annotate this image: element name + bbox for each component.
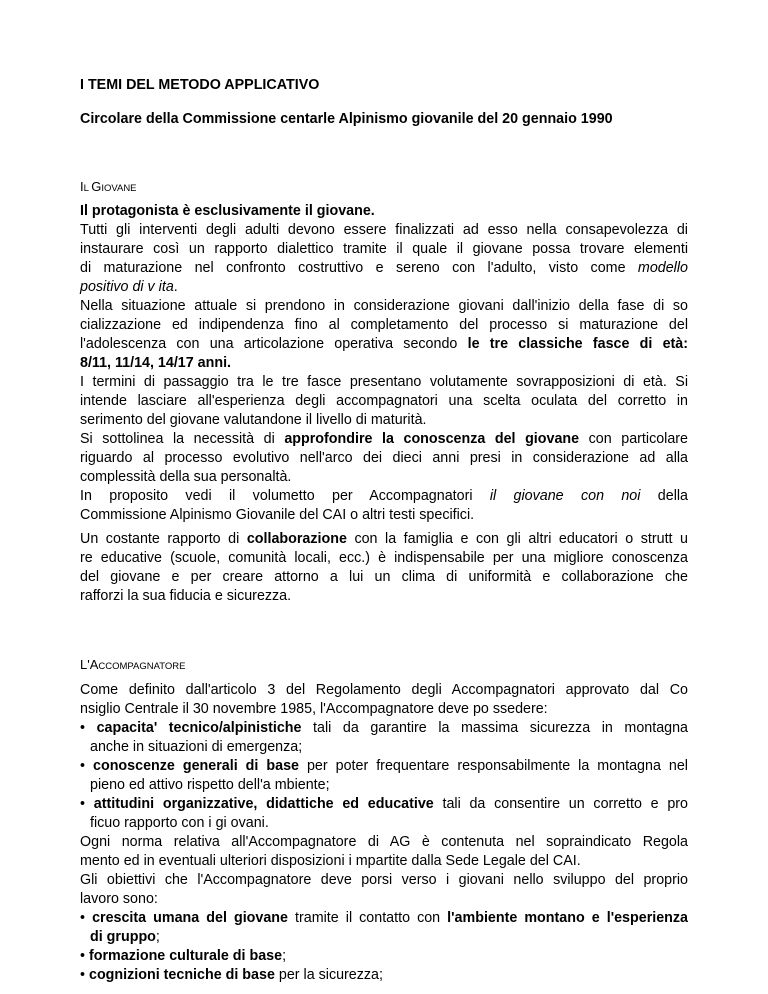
paragraph-line: Si sottolinea la necessità di approfondire la conoscenza del giovane con particolare bbox=[80, 431, 689, 447]
paragraph-line: cializzazione ed indipendenza fino al completamento del processo si maturazione del bbox=[80, 317, 688, 333]
paragraph-line: 8/11, 11/14, 14/17 anni. bbox=[80, 355, 232, 371]
paragraph-line: In proposito vedi il volumetto per Accompagnatori il giovane con noi della bbox=[80, 488, 688, 504]
paragraph-line: Tutti gli interventi degli adulti devono essere finalizzati ad esso nella consapevolezza di bbox=[80, 222, 688, 238]
paragraph-line: di maturazione nel confronto costruttivo e sereno con l'adulto, visto come modello bbox=[80, 260, 688, 276]
paragraph-line: re educative (scuole, comunità locali, ecc.) è indispensabile per una migliore conoscenza bbox=[80, 550, 688, 566]
section-heading-accompagnatore: L'ACCOMPAGNATORE bbox=[80, 657, 186, 672]
paragraph-line: l'adolescenza con una articolazione operativa secondo le tre classiche fasce di età: bbox=[80, 336, 689, 352]
paragraph-line: Ogni norma relativa all'Accompagnatore di AG è contenuta nel sopraindicato Regola bbox=[80, 834, 688, 850]
paragraph-line: riguardo al processo evolutivo nell'arco dei dieci anni presi in considerazione ad alla bbox=[80, 450, 688, 466]
lead-statement: Il protagonista è esclusivamente il giovane. bbox=[80, 203, 375, 219]
list-item-continuation: anche in situazioni di emergenza; bbox=[90, 739, 303, 755]
paragraph-line: del giovane e per creare attorno a lui un clima di uniformità e collaborazione che bbox=[80, 569, 688, 585]
paragraph-line: Nella situazione attuale si prendono in considerazione giovani dall'inizio della fase di so bbox=[80, 298, 688, 314]
paragraph-line: Un costante rapporto di collaborazione con la famiglia e con gli altri educatori o strutt u bbox=[80, 531, 688, 547]
paragraph-line: serimento del giovane valutandone il livello di maturità. bbox=[80, 412, 427, 428]
list-item: • cognizioni tecniche di base per la sicurezza; bbox=[80, 967, 383, 983]
paragraph-line: Gli obiettivi che l'Accompagnatore deve porsi verso i giovani nello sviluppo del proprio bbox=[80, 872, 688, 888]
paragraph-line: instaurare così un rapporto dialettico tramite il quale il giovane possa trovare elementi bbox=[80, 241, 688, 257]
document-subtitle: Circolare della Commissione centarle Alpinismo giovanile del 20 gennaio 1990 bbox=[80, 111, 613, 127]
paragraph-line: Commissione Alpinismo Giovanile del CAI o altri testi specifici. bbox=[80, 507, 475, 523]
document-title: I TEMI DEL METODO APPLICATIVO bbox=[80, 77, 320, 93]
paragraph-line: intende lasciare all'esperienza degli accompagnatori una scelta oculata del corretto in bbox=[80, 393, 688, 409]
paragraph-line: Come definito dall'articolo 3 del Regolamento degli Accompagnatori approvato dal Co bbox=[80, 682, 688, 698]
list-item-continuation: di gruppo; bbox=[90, 929, 160, 945]
paragraph-line: positivo di v ita. bbox=[80, 279, 178, 295]
list-item: • conoscenze generali di base per poter frequentare responsabilmente la montagna nel bbox=[80, 758, 688, 774]
paragraph-line: lavoro sono: bbox=[80, 891, 158, 907]
section-heading-giovane: IL GIOVANE bbox=[80, 179, 137, 194]
list-item-continuation: pieno ed attivo rispetto dell'a mbiente; bbox=[90, 777, 330, 793]
paragraph-line: mento ed in eventuali ulteriori disposizioni i mpartite dalla Sede Legale del CAI. bbox=[80, 853, 581, 869]
list-item: • crescita umana del giovane tramite il contatto con l'ambiente montano e l'esperienza bbox=[80, 910, 689, 926]
paragraph-line: complessità della sua personaltà. bbox=[80, 469, 292, 485]
list-item: • formazione culturale di base; bbox=[80, 948, 287, 964]
paragraph-line: rafforzi la sua fiducia e sicurezza. bbox=[80, 588, 292, 604]
list-item: • attitudini organizzative, didattiche ed educative tali da consentire un corretto e pro bbox=[80, 796, 688, 812]
list-item: • capacita' tecnico/alpinistiche tali da garantire la massima sicurezza in montagna bbox=[80, 720, 688, 736]
paragraph-line: I termini di passaggio tra le tre fasce presentano volutamente sovrapposizioni di età. Si bbox=[80, 374, 688, 390]
list-item-continuation: ficuo rapporto con i gi ovani. bbox=[90, 815, 269, 831]
paragraph-line: nsiglio Centrale il 30 novembre 1985, l'Accompagnatore deve po ssedere: bbox=[80, 701, 548, 717]
